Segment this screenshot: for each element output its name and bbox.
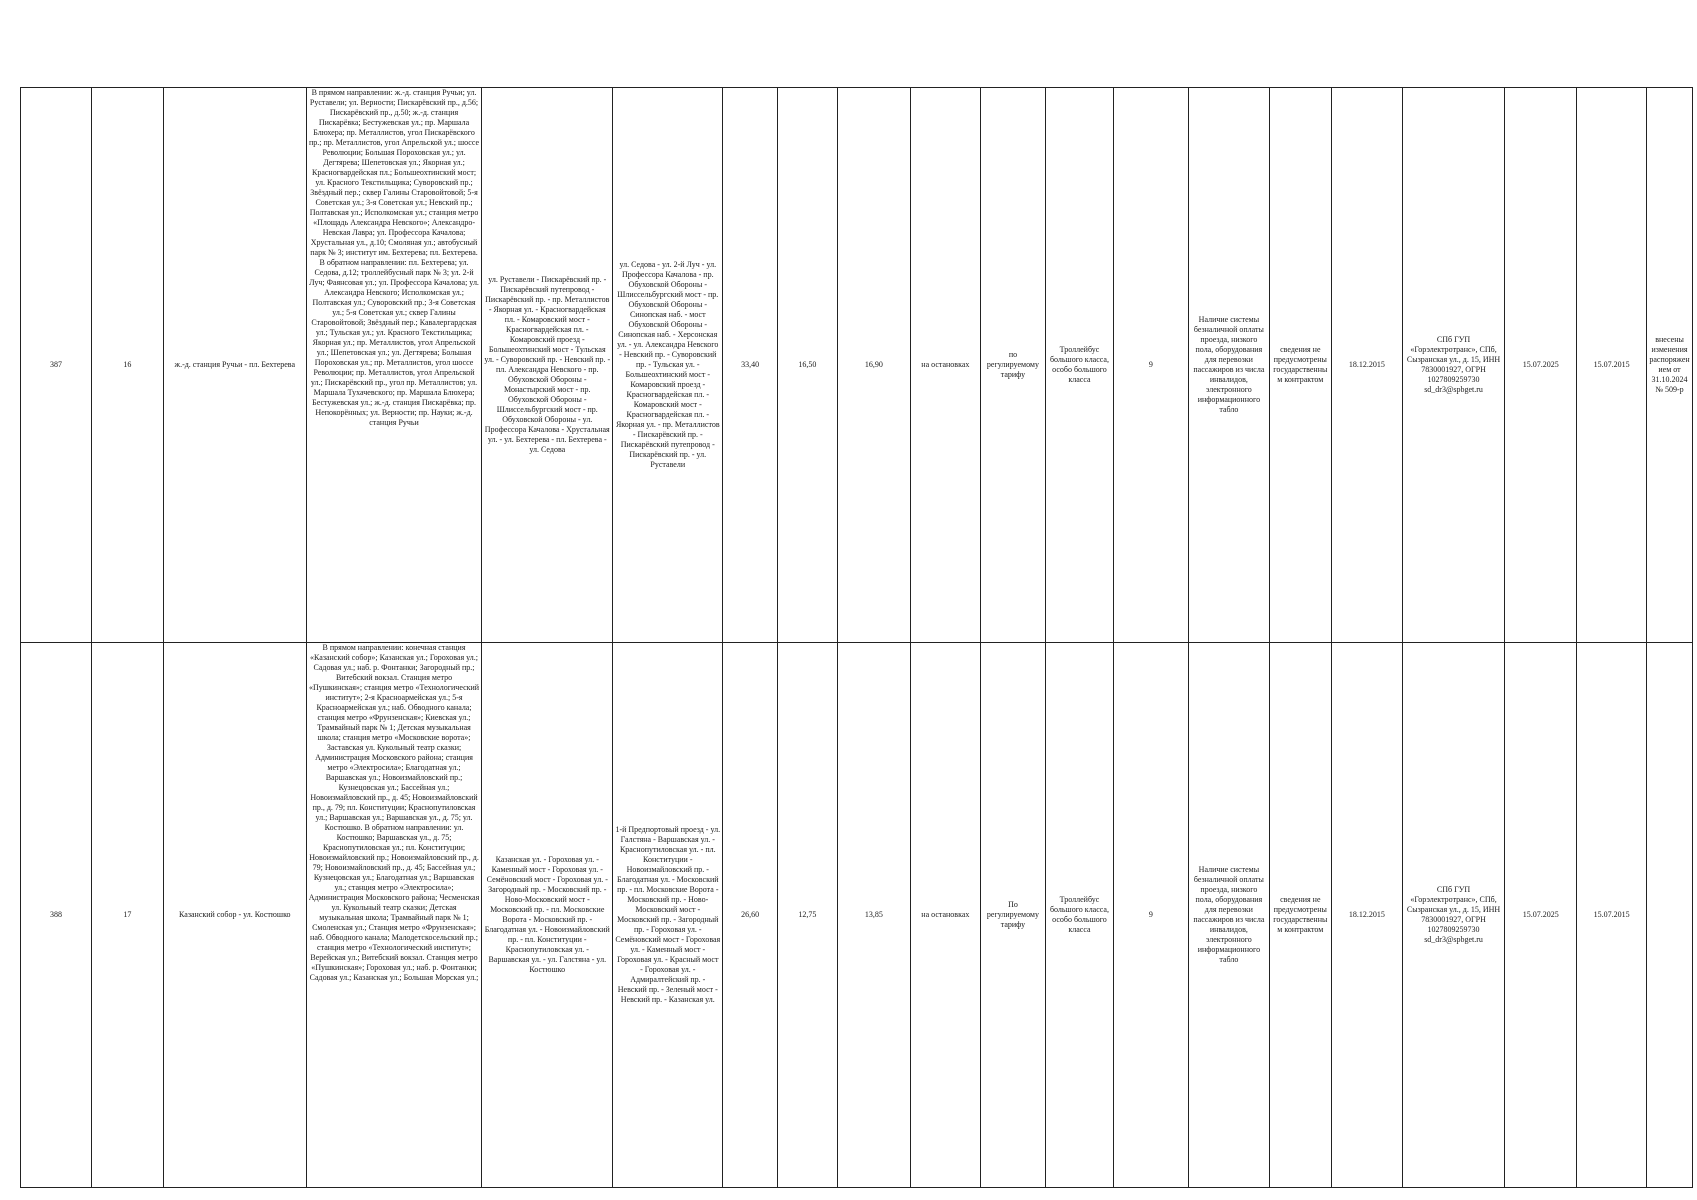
start-date: 18.12.2015 bbox=[1331, 88, 1402, 643]
tariff-type: по регулируемому тарифу bbox=[980, 88, 1045, 643]
route-name: Казанский собор - ул. Костюшко bbox=[163, 643, 306, 1188]
start-date: 18.12.2015 bbox=[1331, 643, 1402, 1188]
vehicle-count: 9 bbox=[1113, 88, 1188, 643]
registry-number: 388 bbox=[21, 643, 92, 1188]
route-number: 17 bbox=[91, 643, 163, 1188]
route-name: ж.-д. станция Ручьи - пл. Бехтерева bbox=[163, 88, 306, 643]
length-backward: 16,90 bbox=[837, 88, 910, 643]
boarding-order: на остановках bbox=[910, 643, 980, 1188]
backward-path: 1-й Предпортовый проезд - ул. Галстяна - Варшавская ул. - Краснопутиловская ул. - пл. Конституции - Новоизмайловский пр. - Благодатная ул. - Московский пр. - пл. Московские Ворота - Московский пр. - Ново-Московский мост - Московский пр. - Загородный пр. - Гороховая ул. - Семёновский мост - Гороховая ул. - Каменный мост - Гороховая ул. - Красный мост - Гороховая ул. - Адмиралтейский пр. - Невский пр. - Зеленый мост - Невский пр. - Казанская ул. bbox=[613, 643, 723, 1188]
vehicle-features: Наличие системы безналичной оплаты проезда, низкого пола, оборудования для перевозки пассажиров из числа инвалидов, электронного информационного табло bbox=[1189, 88, 1270, 643]
length-total: 33,40 bbox=[723, 88, 778, 643]
length-forward: 12,75 bbox=[777, 643, 837, 1188]
note bbox=[1647, 643, 1693, 1188]
vehicle-class: Троллейбус большого класса, особо большого класса bbox=[1046, 643, 1114, 1188]
table-row bbox=[21, 88, 1693, 643]
date-a: 15.07.2025 bbox=[1505, 643, 1577, 1188]
tariff-type: По регулируемому тарифу bbox=[980, 643, 1045, 1188]
routes-table bbox=[20, 87, 1693, 1188]
stops-list: В прямом направлении: конечная станция «Казанский собор»; Казанская ул.; Гороховая ул.; Садовая ул.; наб. р. Фонтанки; Загородный пр.; Витебский вокзал. Станция метро «Пушкинская»; станция метро «Технологический институт»; 2-я Красноармейская ул.; 5-я Красноармейская ул.; наб. Обводного канала; станция метро «Фрунзенская»; Киевская ул.; Трамвайный парк № 1; Детская музыкальная школа; станция метро «Московские ворота»; Заставская ул. Кукольный театр сказки; Администрация Московского района; станция метро «Электросила»; Благодатная ул.; Варшавская ул.; Новоизмайловский пр.; Кузнецовская ул.; Бассейная ул.; Новоизмайловский пр., д. 45; Новоизмайловский пр., д. 79; пл. Конституции; Краснопутиловская ул.; Варшавская ул.; Варшавская ул., д. 75; ул. Костюшко. В обратном направлении: ул. Костюшко; Варшавская ул., д. 75; Краснопутиловская ул.; пл. Конституции; Новоизмайловский пр.; Новоизмайловский пр., д. 79; Новоизмайловский пр., д. 45; Бассейная ул.; Кузнецовская ул.; Благодатная ул.; Варшавская ул.; станция метро «Электросила»; Администрация Московского района; Чесменская ул. Кукольный театр сказки; Детская музыкальная школа; Трамвайный парк № 1; Смоленская ул.; Станция метро «Фрунзенская»; наб. Обводного канала; Малодетскосельский пр.; станция метро «Технологический институт»; Верейская ул.; Витебский вокзал. Станция метро «Пушкинская»; Гороховая ул.; наб. р. Фонтанки; Садовая ул.; Казанская ул.; Большая Морская ул.; bbox=[306, 643, 482, 1188]
vehicle-class: Троллейбус большого класса, особо большого класса bbox=[1046, 88, 1114, 643]
date-b: 15.07.2015 bbox=[1577, 643, 1647, 1188]
table-row bbox=[21, 643, 1693, 1188]
vehicle-count: 9 bbox=[1113, 643, 1188, 1188]
contract-info: сведения не предусмотрены государственным контрактом bbox=[1269, 643, 1331, 1188]
contract-info: сведения не предусмотрены государственным контрактом bbox=[1269, 88, 1331, 643]
length-total: 26,60 bbox=[723, 643, 778, 1188]
stops-list: В прямом направлении: ж.-д. станция Ручьи; ул. Руставели; ул. Верности; Пискарёвский пр., д.56; Пискарёвский пр., д.50; ж.-д. станция Пискарёвка; Бестужевская ул.; пр. Маршала Блюхера; пр. Металлистов, угол Пискарёвского пр.; пр. Металлистов, угол Апрельской ул.; шоссе Революции; Большая Пороховская ул.; ул. Дегтярева; Шепетовская ул.; Якорная ул.; Красногвардейская пл.; Большеохтинский мост; ул. Красного Текстильщика; Суворовский пр.; Звёздный пер.; сквер Галины Старовойтовой; 5-я Советская ул.; 3-я Советская ул.; Невский пр.; Полтавская ул.; Исполкомская ул.; станция метро «Площадь Александра Невского»; Александро-Невская Лавра; ул. Профессора Качалова; Хрустальная ул., д.10; Смоляная ул.; автобусный парк № 3; институт им. Бехтерева; пл. Бехтерева. В обратном направлении: пл. Бехтерева; ул. Седова, д.12; троллейбусный парк № 3; ул. 2-й Луч; Фаянсовая ул.; ул. Профессора Качалова; ул. Александра Невского; Исполкомская ул.; Полтавская ул.; Суворовский пр.; 3-я Советская ул.; 5-я Советская ул.; сквер Галины Старовойтовой; Звёздный пер.; Кавалергардская ул.; Тульская ул.; ул. Красного Текстильщика; Якорная ул.; пр. Металлистов, угол Апрельской ул.; Шепетовская ул.; ул. Дегтярева; Большая Пороховская ул.; пр. Металлистов, угол шоссе Революции; пр. Металлистов, угол Апрельской ул.; Пискарёвский пр., угол пр. Металлистов; ул. Маршала Тухачевского; пр. Маршала Блюхера; Бестужевская ул.; ж.-д. станция Пискарёвка; пр. Непокорённых; ул. Верности; пр. Науки; ж.-д. станция Ручьи bbox=[306, 88, 482, 643]
length-forward: 16,50 bbox=[777, 88, 837, 643]
note: внесены изменения распоряжением от 31.10.2024 № 509-р bbox=[1647, 88, 1693, 643]
forward-path: Казанская ул. - Гороховая ул. - Каменный мост - Гороховая ул. - Семёновский мост - Гороховая ул. - Загородный пр. - Московский пр. - Ново-Московский мост - Московский пр. - пл. Московские Ворота - Московский пр. - Благодатная ул. - Новоизмайловский пр. - пл. Конституции - Краснопутиловская ул. - Варшавская ул. - ул. Галстяна - ул. Костюшко bbox=[482, 643, 613, 1188]
backward-path: ул. Седова - ул. 2-й Луч - ул. Профессора Качалова - пр. Обуховской Обороны - Шлиссельбургский мост - пр. Обуховской Обороны - Синопская наб. - мост Обуховской Обороны - Синопская наб. - Херсонская ул. - ул. Александра Невского - Невский пр. - Суворовский пр. - Тульская ул. - Большеохтинский мост - Комаровский проезд - Красногвардейская пл. - Комаровский мост - Красногвардейская пл. - Якорная ул. - пр. Металлистов - Пискарёвский пр. - Пискарёвский путепровод - Пискарёвский пр. - ул. Руставели bbox=[613, 88, 723, 643]
vehicle-features: Наличие системы безналичной оплаты проезда, низкого пола, оборудования для перевозки пассажиров из числа инвалидов, электронного информационного табло bbox=[1189, 643, 1270, 1188]
registry-number: 387 bbox=[21, 88, 92, 643]
route-number: 16 bbox=[91, 88, 163, 643]
date-b: 15.07.2015 bbox=[1577, 88, 1647, 643]
carrier-info: СПб ГУП «Горэлектротранс», СПб, Сызранская ул., д. 15, ИНН 7830001927, ОГРН 1027809259730 sd_dr3@spbget.ru bbox=[1402, 643, 1505, 1188]
boarding-order: на остановках bbox=[910, 88, 980, 643]
carrier-info: СПб ГУП «Горэлектротранс», СПб, Сызранская ул., д. 15, ИНН 7830001927, ОГРН 1027809259730 sd_dr3@spbget.ru bbox=[1402, 88, 1505, 643]
length-backward: 13,85 bbox=[837, 643, 910, 1188]
forward-path: ул. Руставели - Пискарёвский пр. - Пискарёвский путепровод - Пискарёвский пр. - пр. Металлистов - Якорная ул. - Красногвардейская пл. - Комаровский мост - Красногвардейская пл. - Комаровский проезд - Большеохтинский мост - Тульская ул. - Суворовский пр. - Невский пр. - пл. Александра Невского - пр. Обуховской Обороны - Монастырский мост - пр. Обуховской Обороны - Шлиссельбургский мост - пр. Обуховской Обороны - ул. Профессора Качалова - Хрустальная ул. - ул. Бехтерева - пл. Бехтерева - ул. Седова bbox=[482, 88, 613, 643]
date-a: 15.07.2025 bbox=[1505, 88, 1577, 643]
